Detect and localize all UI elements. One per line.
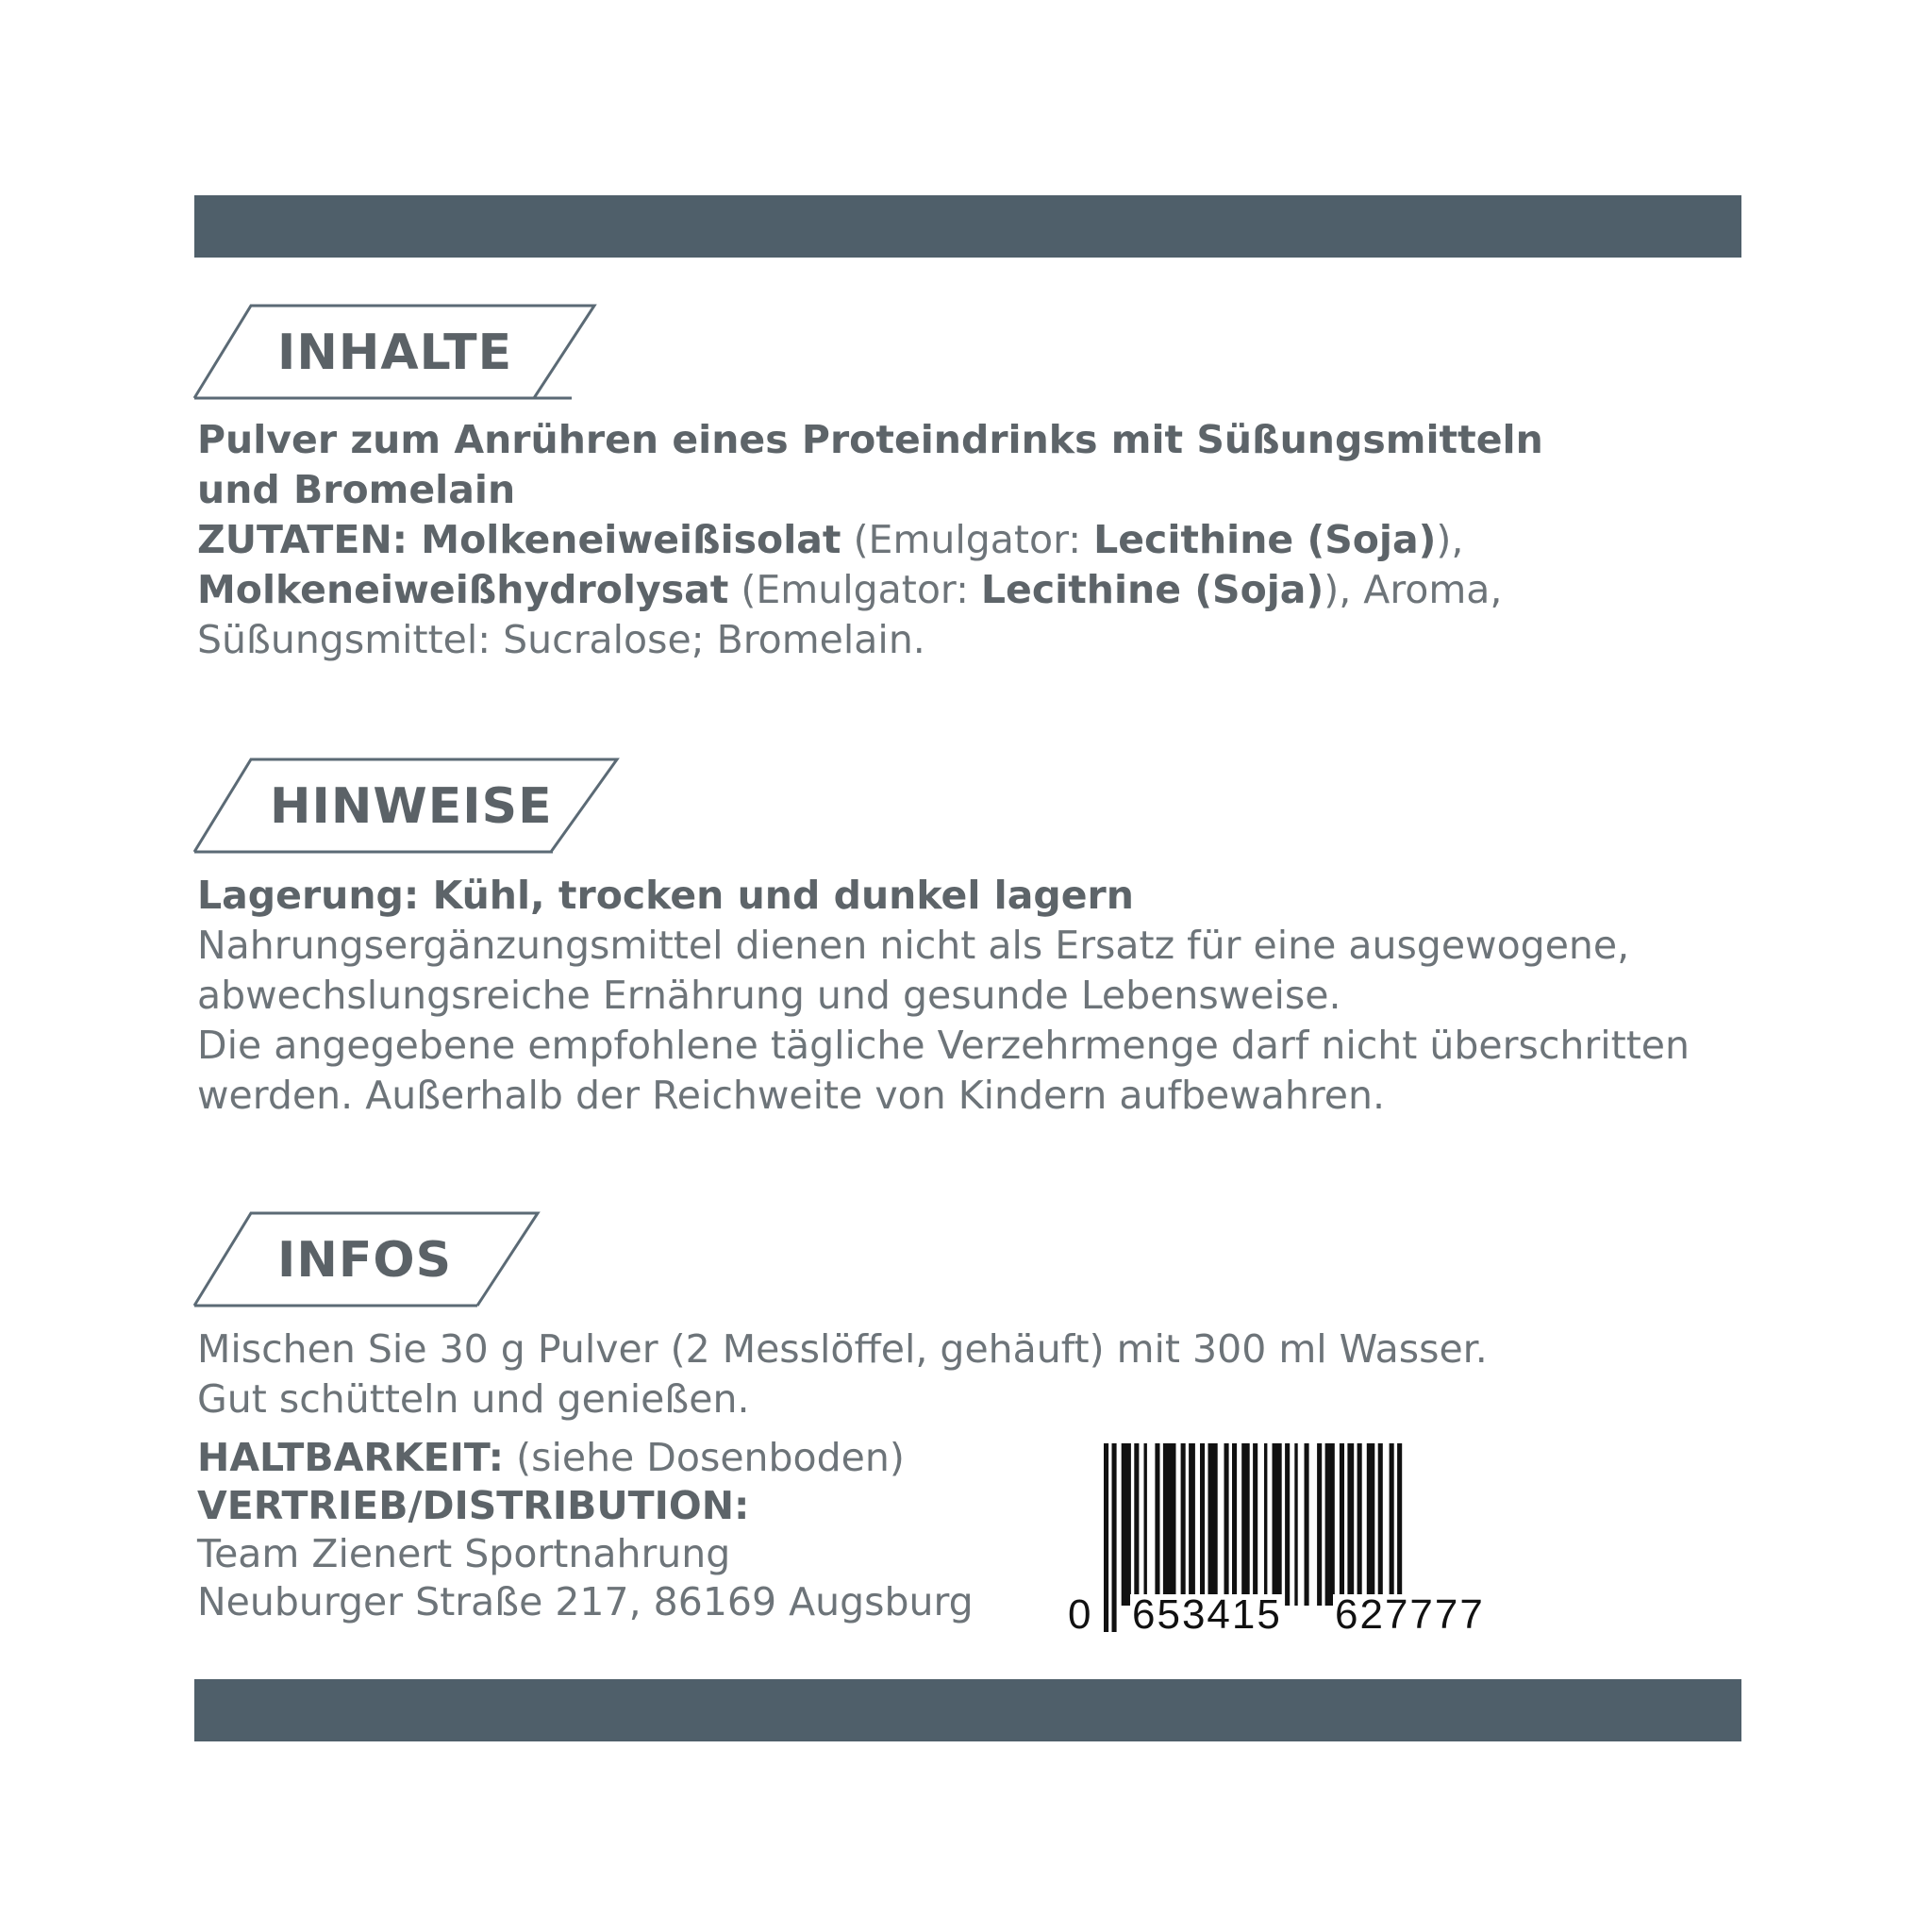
text-run: Süßungsmittel: Sucralose; Bromelain. [197,617,925,662]
barcode-bar [1294,1443,1297,1606]
text-line [197,1324,1488,1374]
barcode-bar [1144,1443,1147,1606]
barcode-left-digits: 653415 [1132,1591,1282,1638]
barcode-bar [1390,1443,1394,1606]
top-color-bar [194,195,1741,258]
section-title: INHALTE [277,325,513,381]
barcode-bar [1325,1443,1335,1606]
text-run: ), Aroma, [1324,567,1503,612]
barcode-bar [1273,1443,1282,1606]
barcode-bar [1155,1443,1159,1606]
barcode-bar [1340,1443,1344,1606]
bold-text-run: und Bromelain [197,467,516,512]
text-run: Mischen Sie 30 g Pulver (2 Messlöffel, gehäuft) mit 300 ml Wasser. [197,1326,1488,1372]
text-line [197,1578,974,1626]
bold-text-run: HALTBARKEIT: [197,1435,505,1480]
text-run: Die angegebene empfohlene tägliche Verzehrmenge darf nicht überschritten [197,1023,1690,1068]
text-line [197,1021,1690,1071]
section-title: HINWEISE [270,778,553,835]
bold-text-run: Molkeneiweißhydrolysat [197,567,729,612]
text-line [197,1071,1690,1121]
text-run: (Emulgator: [728,567,981,612]
text-line [197,515,1543,565]
text-run: Gut schütteln und genießen. [197,1376,750,1422]
text-line [197,921,1690,971]
bold-text-run: VERTRIEB/DISTRIBUTION: [197,1483,750,1528]
inhalte-text [197,415,1543,665]
barcode-bar [1241,1443,1250,1606]
bold-text-run: Lecithine (Soja) [980,567,1324,612]
barcode-bar [1305,1443,1309,1606]
hinweise-text [197,871,1690,1121]
barcode-first-digit: 0 [1068,1591,1091,1638]
barcode-bar [1104,1443,1108,1632]
text-run: (Emulgator: [841,517,1094,562]
text-run: Nahrungsergänzungsmittel dienen nicht als Ersatz für eine ausgewogene, [197,923,1630,968]
section-heading-inhalte [194,304,594,398]
text-run: Team Zienert Sportnahrung [197,1531,731,1576]
barcode-bar [1200,1443,1205,1606]
barcode-bar [1232,1443,1237,1606]
text-line [197,615,1543,665]
bold-text-run: Lecithine (Soja) [1093,517,1437,562]
bold-text-run: Lagerung: Kühl, trocken und dunkel lagern [197,873,1134,918]
text-run: Neuburger Straße 217, 86169 Augsburg [197,1579,974,1624]
infos-text [197,1324,1488,1424]
section-heading-infos [194,1211,538,1306]
barcode-right-digits: 627777 [1335,1591,1485,1638]
barcode-bar [1285,1443,1290,1606]
barcode-bar [1189,1443,1195,1606]
barcode-bar [1134,1443,1139,1606]
text-line [197,565,1543,615]
section-heading-hinweise [194,758,617,852]
text-run: (siehe Dosenboden) [504,1435,905,1480]
text-run: werden. Außerhalb der Reichweite von Kindern aufbewahren. [197,1073,1386,1118]
barcode-bar [1378,1443,1383,1606]
section-title: INFOS [277,1232,453,1289]
barcode-bar [1347,1443,1354,1606]
barcode-bar [1317,1443,1322,1606]
distribution-info [197,1434,974,1626]
text-run: ), [1436,517,1464,562]
text-line [197,465,1543,515]
text-run: abwechslungsreiche Ernährung und gesunde Lebensweise. [197,973,1341,1018]
bottom-color-bar [194,1679,1741,1741]
barcode-bar [1208,1443,1218,1606]
text-line [197,871,1690,921]
text-line [197,415,1543,465]
text-line [197,1434,974,1482]
bold-text-run: Pulver zum Anrühren eines Proteindrinks mit Süßungsmitteln [197,417,1543,462]
barcode-bar [1224,1443,1229,1606]
text-line [197,1530,974,1578]
barcode-bar [1112,1443,1117,1632]
barcode-bar [1122,1443,1131,1606]
text-line [197,1374,1488,1424]
text-line [197,971,1690,1021]
bold-text-run: ZUTATEN: Molkeneiweißisolat [197,517,841,562]
barcode-bar [1181,1443,1186,1606]
barcode-bar [1163,1443,1176,1606]
barcode-bar [1367,1443,1375,1606]
barcode-bar [1357,1443,1362,1606]
text-line [197,1482,974,1530]
barcode [1066,1443,1528,1638]
